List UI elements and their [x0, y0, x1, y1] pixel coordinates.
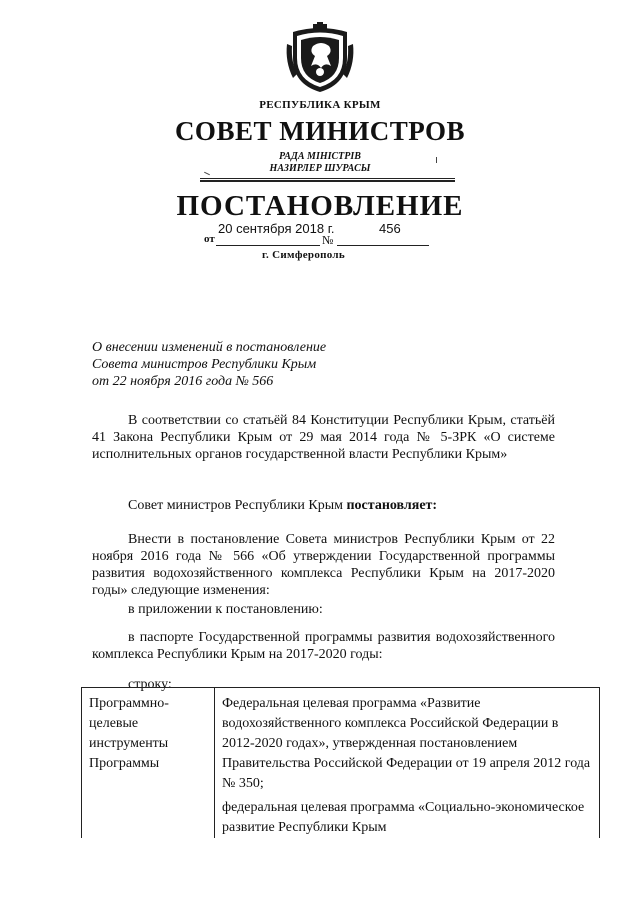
resolution-keyword: постановляет: [346, 498, 438, 513]
header-rule-thick [200, 180, 455, 182]
program-table [81, 687, 600, 838]
amendment-paragraph: Внести в постановление Совета министров Республики Крым от 22 ноября 2016 года № 566 «Об утверждении Государственной программы развития водохозяйственного комплекса Республики Крым на 2017-2020 годы» следующие изменения: [92, 532, 555, 598]
document-type-title: ПОСТАНОВЛЕНИЕ [176, 190, 464, 222]
row-label-paragraph: строку: [128, 677, 172, 692]
city-label: г. Симферополь [262, 249, 346, 261]
table-column-divider [214, 688, 215, 838]
table-cell-paragraph: Федеральная целевая программа «Развитие водохозяйственного комплекса Российской Федерации в 2012-2020 годах», утвержденная постановлением Правительства Российской Федерации от 19 апреля 2012 года № 350; [222, 696, 591, 791]
date-underline [216, 245, 320, 246]
document-number: 456 [379, 221, 401, 236]
republic-title: РЕСПУБЛИКА КРЫМ [259, 99, 381, 111]
council-title-crimean-tatar: НАЗИРЛЕР ШУРАСЫ [269, 163, 371, 174]
passport-paragraph: в паспорте Государственной программы развития водохозяйственного комплекса Республики Крым на 2017-2020 годы: [92, 630, 555, 662]
crimea-coat-of-arms-icon [283, 22, 357, 96]
council-title: СОВЕТ МИНИСТРОВ [174, 116, 466, 146]
table-cell-label: Программно-целевые инструменты Программы [89, 696, 169, 771]
subject-line: от 22 ноября 2016 года № 566 [92, 374, 274, 389]
table-cell-content [222, 694, 592, 842]
document-date: 20 сентября 2018 г. [218, 221, 335, 236]
number-underline [337, 245, 429, 246]
resolution-text: Совет министров Республики Крым [128, 498, 347, 513]
council-title-ukrainian: РАДА МІНІСТРІВ [279, 151, 361, 162]
date-label: от [204, 233, 215, 245]
subject-line: Совета министров Республики Крым [92, 357, 317, 372]
appendix-paragraph: в приложении к постановлению: [128, 602, 323, 617]
resolution-paragraph [92, 497, 555, 514]
table-cell-paragraph: федеральная целевая программа «Социально-экономическое развитие Республики Крым [222, 800, 585, 835]
subject-line: О внесении изменений в постановление [92, 340, 327, 355]
document-subject [92, 339, 326, 390]
scan-artifact [436, 157, 437, 163]
number-label: № [322, 233, 334, 247]
legal-basis-paragraph: В соответствии со статьёй 84 Конституции Республики Крым, статьёй 41 Закона Республики Крым от 29 мая 2014 года № 5-ЗРК «О системе исполнительных органов государственной власти Республики Крым» [92, 413, 555, 462]
header-rule-thin [200, 178, 455, 179]
